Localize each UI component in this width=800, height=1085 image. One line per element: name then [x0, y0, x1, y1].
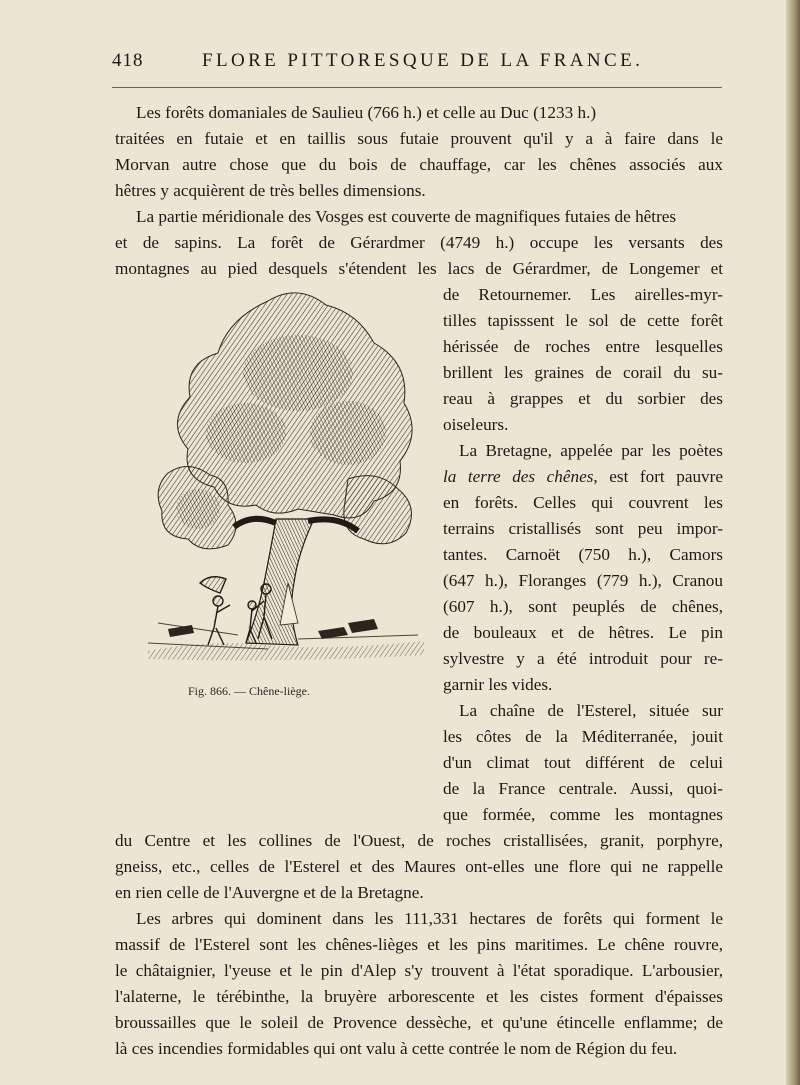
text-line: la terre des chênes, est fort pauvre — [443, 467, 723, 486]
text-line: d'un climat tout différent de celui — [443, 753, 723, 772]
text-line: le châtaignier, l'yeuse et le pin d'Alep s'y trouvent à l'état sporadique. L'arbousier, — [115, 961, 723, 980]
text-line: l'alaterne, le térébinthe, la bruyère arborescente et les cistes forment d'épaisses — [115, 987, 723, 1006]
text-line: sylvestre y a été introduit pour re- — [443, 649, 723, 668]
italic-phrase: la terre des chênes — [443, 467, 594, 486]
text-line: oiseleurs. — [443, 415, 509, 434]
text-line: montagnes au pied desquels s'étendent les lacs de Gérardmer, de Longemer et — [115, 259, 723, 278]
header-rule — [112, 87, 722, 88]
text-line: de bouleaux et de hêtres. Le pin — [443, 623, 723, 642]
text-line: massif de l'Esterel sont les chênes-lièges et les pins maritimes. Le chêne rouvre, — [115, 935, 723, 954]
text-line: terrains cristallisés sont peu impor- — [443, 519, 723, 538]
text-line: en forêts. Celles qui couvrent les — [443, 493, 723, 512]
text-line: hêtres y acquièrent de très belles dimensions. — [115, 181, 426, 200]
text-line: là ces incendies formidables qui ont valu à cette contrée le nom de Région du feu. — [115, 1039, 678, 1058]
text-line: de Retournemer. Les airelles-myr- — [443, 285, 723, 304]
text-line: garnir les vides. — [443, 675, 553, 694]
book-spine-edge — [786, 0, 800, 1085]
text-line: hérissée de roches entre lesquelles — [443, 337, 723, 356]
running-title: FLORE PITTORESQUE DE LA FRANCE. — [202, 50, 644, 71]
text-line: que formée, comme les montagnes — [443, 805, 723, 824]
text-line: broussailles que le soleil de Provence dessèche, et qu'une étincelle enflamme; de — [115, 1013, 723, 1032]
text-line — [459, 438, 723, 464]
text-line: de la France centrale. Aussi, quoi- — [443, 779, 723, 798]
text-line: (607 h.), sont peuplés de chênes, — [443, 597, 723, 616]
text-line: et de sapins. La forêt de Gérardmer (4749 h.) occupe les versants des — [115, 233, 723, 252]
text-line: du Centre et les collines de l'Ouest, de roches cristallisées, granit, porphyre, — [115, 831, 723, 850]
text-line: gneiss, etc., celles de l'Esterel et des Maures ont-elles une flore qui ne rappelle — [115, 857, 723, 876]
text-line: brillent les graines de corail du su- — [443, 363, 723, 382]
page-number: 418 — [112, 50, 144, 71]
text-line: tilles tapisssent le sol de cette forêt — [443, 311, 723, 330]
text-line: Morvan autre chose que du bois de chauffage, car les chênes associés aux — [115, 155, 723, 174]
text-line: en rien celle de l'Auvergne et de la Bretagne. — [115, 883, 424, 902]
text-line: Les arbres qui dominent dans les 111,331 hectares de forêts qui forment le — [136, 909, 723, 928]
text-line: traitées en futaie et en taillis sous futaie prouvent qu'il y a à faire dans le — [115, 129, 723, 148]
text-line: La partie méridionale des Vosges est couverte de magnifiques futaies de hêtres — [136, 207, 677, 226]
text-line: (647 h.), Floranges (779 h.), Cranou — [443, 571, 723, 590]
page-header — [112, 50, 724, 80]
text-line: Les forêts domaniales de Saulieu (766 h.) et celle au Duc (1233 h.) — [136, 103, 597, 122]
figure-caption: Fig. 866. — Chêne-liège. — [188, 684, 310, 698]
text-line: tantes. Carnoët (750 h.), Camors — [443, 545, 723, 564]
cork-oak-engraving — [148, 283, 424, 673]
text-line: les côtes de la Méditerranée, jouit — [443, 727, 723, 746]
text-line: La chaîne de l'Esterel, située sur — [459, 701, 723, 720]
text-line: reau à grappes et du sorbier des — [443, 389, 723, 408]
text-span: La Bretagne, appelée par les poètes — [459, 441, 723, 460]
